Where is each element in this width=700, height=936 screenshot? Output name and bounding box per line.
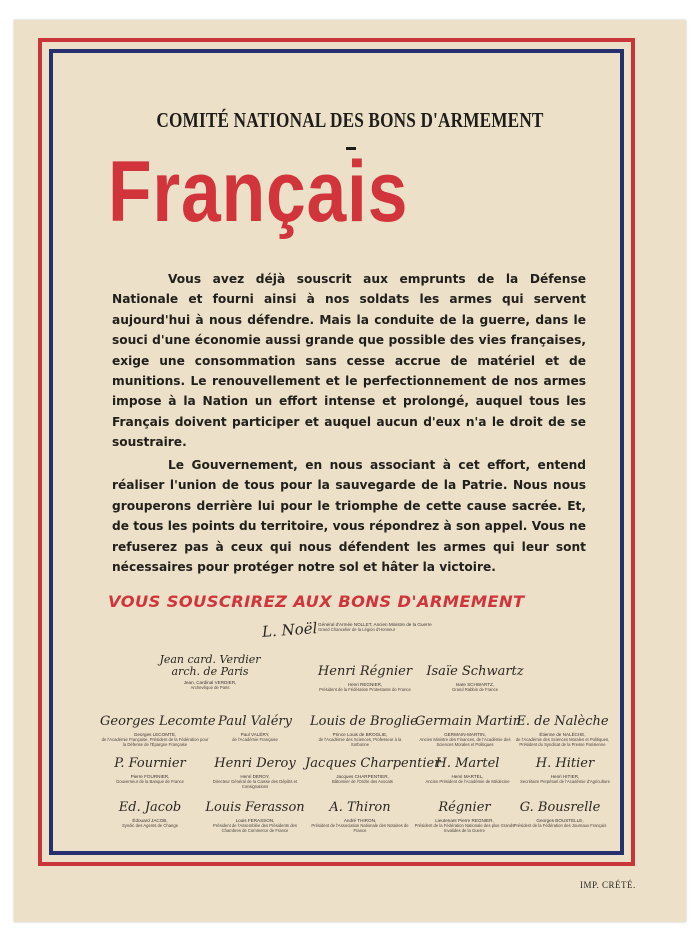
appeal-paragraph-2: Le Gouvernement, en nous associant à cet effort, entend réaliser l'union de tous pour la sauvegarde de la Patrie. Nous nous grouperons derrière lui pour le triomphe de cette cause sacrée. Et, de tous les points du territoire, vous répondrez à son appel. Vous ne refuserez pas à ceux qui nous défendent les armes qui leur sont nécessaires pour protéger notre sol et hâter la victoire. <box>112 458 586 575</box>
signature: G. Bousrelle <box>519 800 601 815</box>
signatory-role: Président de la Fédération Protestante de France <box>319 687 411 693</box>
signatory-name: Étienne de NALÈCHE, <box>539 732 586 737</box>
signature: A. Thiron <box>329 800 391 815</box>
signature-block <box>412 800 517 833</box>
signatory-name: Jean, Cardinal VERDIER, <box>183 680 237 685</box>
signatory-name: Jacques CHARPENTIER, <box>336 774 389 779</box>
signatory-name: Georges LECOMTE, <box>133 732 177 737</box>
signature-block <box>310 800 410 833</box>
signatory-role: Président de la Fédération des Journaux Français <box>513 823 607 829</box>
signatory-role: Président de l'Association Nationale des Notaires de France <box>311 823 409 834</box>
slogan: VOUS SOUSCRIREZ AUX BONS D'ARMEMENT <box>108 592 525 611</box>
signatory-role: Syndic des Agents de Change <box>121 823 179 829</box>
signature-block <box>305 756 441 785</box>
signatory-role: Président de la Fédération Nationale des plus Grands Invalides de la Guerre <box>414 823 515 834</box>
signatory-name: Paul VALÉRY, <box>240 732 270 737</box>
signature-block <box>205 800 305 833</box>
signatory-role: Archevêque de Paris <box>190 685 230 691</box>
signatory-name: Henri HITIER, <box>550 774 580 779</box>
signature: H. Hitier <box>535 756 595 771</box>
signatory-name: GERMAIN-MARTIN, <box>444 732 486 737</box>
committee-title: COMITÉ NATIONAL DES BONS D'ARMEMENT <box>156 108 544 132</box>
signature: Ed. Jacob <box>118 800 182 815</box>
signature-block <box>300 664 430 692</box>
signature: L. Noël <box>261 619 318 641</box>
signatory-role: de l'Académie des Sciences, Professeur à la Sorbonne <box>318 737 402 748</box>
signatory-name: Henri DEROY, <box>240 774 270 779</box>
signatory-role: Grand Chancelier de la Légion d'Honneur <box>318 627 396 633</box>
signature-block <box>100 714 216 748</box>
signature-block <box>415 714 522 748</box>
signatory-role: de l'Académie Française <box>232 737 278 743</box>
signature-block <box>510 714 615 747</box>
signature-block <box>205 756 305 789</box>
signatory-role: de l'Académie Française, Président de la Fédération pour la Défense de l'Épargne Française <box>101 737 209 748</box>
signatory-name: Henri REGNIER, <box>347 682 383 687</box>
signature: Louis Ferasson <box>205 800 305 815</box>
signatory-name: Henri MARTEL, <box>451 774 484 779</box>
signature-block <box>310 714 418 748</box>
signature-block <box>520 756 610 784</box>
signature-block <box>420 756 515 784</box>
signatory-name: Édouard JACOB, <box>132 818 168 823</box>
signatory-role: Grand Rabbin de France <box>451 687 499 693</box>
signature: Isaïe Schwartz <box>426 664 524 679</box>
signature-block <box>420 664 530 692</box>
signatory-role: Ancien Président de l'Académie de Médecine <box>425 779 510 785</box>
signatory-role: Président de l'Assemblée des Présidents des Chambres de Commerce de France <box>213 823 297 834</box>
appeal-paragraph-1: Vous avez déjà souscrit aux emprunts de la Défense Nationale et fourni ainsi à nos soldats les armes qui servent aujourd'hui à nous défendre. Mais la conduite de la guerre, dans le souci d'une économie aussi grande que possible des vies françaises, exige une consommation sans cesse accrue de matériel et de munitions. Le renouvellement et le perfectionnement de nos armes impose à la Nation un effort intense et prolongé, auquel tous les Français doivent participer et auquel aucun d'eux n'a le droit de se soustraire. <box>112 272 586 450</box>
signature: Henri Deroy <box>214 756 296 771</box>
signature: Henri Régnier <box>317 664 413 679</box>
signatory-name: Louis FERASSON, <box>235 818 275 823</box>
signature-block <box>205 714 305 742</box>
signature: Paul Valéry <box>218 714 292 729</box>
signature: Jacques Charpentier <box>305 756 441 771</box>
signature: Jean card. Verdier arch. de Paris <box>159 653 261 678</box>
signatory-role: Bâtonnier de l'Ordre des Avocats <box>331 779 393 785</box>
signature: Louis de Broglie <box>310 714 418 729</box>
signatory-role: Directeur Général de la Caisse des Dépôts et Consignations <box>212 779 298 790</box>
signatory-name: Isaïe SCHWARTZ, <box>455 682 495 687</box>
signatory-role: Secrétaire Perpétuel de l'Académie d'Agriculture <box>520 779 610 785</box>
signatory-role: de l'Académie des Sciences Morales et Politiques, Président du Syndicat de la Presse Parisienne <box>515 737 610 748</box>
signatory-name: Pierre FOURNIER, <box>130 774 170 779</box>
signatory-name: Lieutenant Pierre REGNIER, <box>435 818 494 823</box>
signatory-name: Prince Louis de BROGLIE, <box>332 732 388 737</box>
signature: H. Martel <box>435 756 500 771</box>
signatory-name: André THIRON, <box>343 818 377 823</box>
signatory-role: Gouverneur de la Banque de France <box>116 779 184 785</box>
signature: Germain Martin <box>415 714 522 729</box>
signature-block <box>150 654 270 690</box>
signatory-role: Ancien Ministre des Finances, de l'Académie des Sciences Morales et Politiques <box>419 737 511 748</box>
signature-block <box>100 756 200 784</box>
signature-block <box>510 800 610 828</box>
signature: Georges Lecomte <box>100 714 216 729</box>
signatory-name: Général d'Armée NOLLET, Ancien Ministre de la Guerre <box>318 622 432 627</box>
signature: Régnier <box>438 800 491 815</box>
signatory-name: Georges BOUSTELLE, <box>536 818 584 823</box>
signature-block <box>100 800 200 828</box>
printer-imprint: IMP. CRÉTÉ. <box>580 880 636 890</box>
signature: P. Fournier <box>114 756 186 771</box>
signature: E. de Nalèche <box>516 714 609 729</box>
poster-heading: Français <box>108 144 409 240</box>
